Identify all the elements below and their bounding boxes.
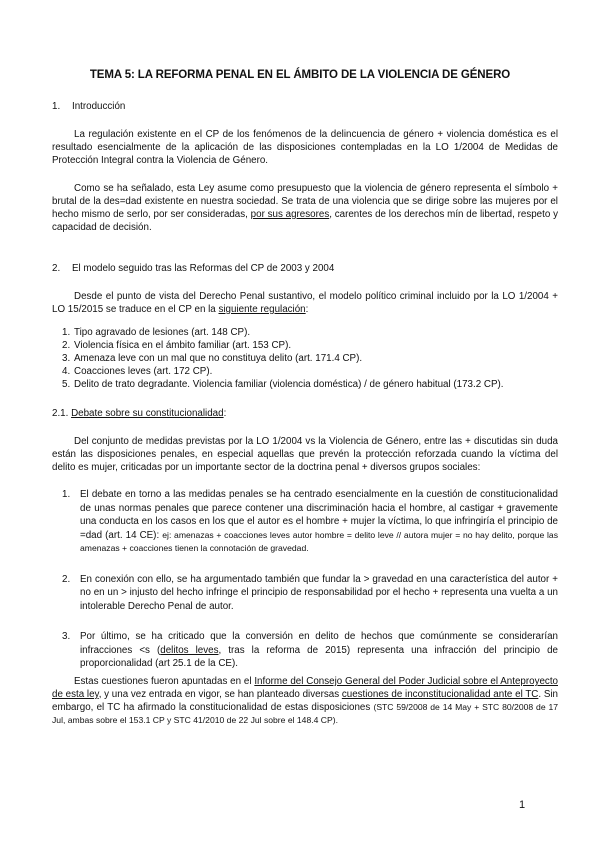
underlined-text: delitos leves: [160, 644, 219, 656]
page-title: TEMA 5: LA REFORMA PENAL EN EL ÁMBITO DE LA VIOLENCIA DE GÉNERO: [89, 69, 511, 81]
regulation-list: [52, 326, 558, 391]
list-item: 2. Violencia física en el ámbito familiar (art. 153 CP).: [62, 340, 292, 351]
page-number: 1: [519, 799, 526, 811]
underlined-text: siguiente regulación: [218, 304, 306, 315]
section-2-heading: [52, 263, 334, 274]
example-note: ej: amenazas + coacciones leves autor hombre = delito leve // autora mujer = no hay delito, porque las amenazas + coacciones tienen la connotación de gravedad.: [80, 529, 558, 553]
intro-paragraph-1: La regulación existente en el CP de los fenómenos de la delincuencia de género + violencia doméstica es el resultado esencialmente de la aplicación de las disposiciones contempladas en la LO 1/2004 de Medidas de Protección Integral contra la Violencia de Género.: [52, 129, 558, 166]
subsection-2-1-paragraph: Del conjunto de medidas previstas por la LO 1/2004 vs la Violencia de Género, entre las + discutidas sin duda están las disposiciones penales, en especial aquellas que prevén la protección reforzada cuando la víctima del delito es mujer, criticadas por un importante sector de la doctrina penal + diversos grupos sociales:: [52, 436, 558, 473]
list-item: 4. Coacciones leves (art. 172 CP).: [62, 366, 213, 377]
underlined-text: cuestiones de inconstitucionalidad ante el TC: [341, 689, 539, 700]
section-number: 2.: [52, 263, 61, 274]
underlined-text: Informe del Consejo General del Poder Judicial sobre el Anteproyecto de esta ley: [52, 676, 558, 700]
section-1-heading: [52, 101, 125, 112]
list-item: 3. Amenaza leve con un mal que no constituya delito (art. 171.4 CP).: [62, 353, 363, 364]
subsection-2-1-heading: 2.1. Debate sobre su constitucionalidad:: [52, 408, 227, 419]
list-item: 5. Delito de trato degradante. Violencia familiar (violencia doméstica) / de género habitual (173.2 CP).: [62, 379, 504, 390]
list-item: 1. Tipo agravado de lesiones (art. 148 CP).: [62, 327, 251, 338]
criticism-list: [52, 488, 558, 671]
section-number: 1.: [52, 101, 61, 112]
list-item: 1. El debate en torno a las medidas penales se ha centrado esencialmente en la cuestión de constitucionalidad de unas normas penales que parece contener una discriminación hacia el hombre, al castigar + gravemente una conducta en los casos en los que el autor es el hombre + mujer la víctima, lo que infringiría el principio de =dad (art. 14 CE): ej: amenazas + coacciones leves autor hombre = delito leve // autora mujer = no hay delito, porque las amenazas + coacciones tienen la connotación de gravedad.: [62, 489, 558, 553]
underlined-text: por sus agresores: [250, 209, 330, 220]
section-2-intro: Desde el punto de vista del Derecho Penal sustantivo, el modelo político criminal incluido por la LO 1/2004 + LO 15/2015 se traduce en el CP en la siguiente regulación:: [52, 291, 558, 315]
section-title: Introducción: [72, 101, 126, 112]
list-item: 3. Por último, se ha criticado que la conversión en delito de hechos que comúnmente se considerarían infracciones <s (delitos leves, tras la reforma de 2015) representa una infracción del principio de proporcionalidad (art 25.1 de la CE).: [62, 631, 558, 669]
intro-paragraph-2: Como se ha señalado, esta Ley asume como presupuesto que la violencia de género representa el símbolo + brutal de la des=dad existente en nuestra sociedad. Se trata de una violencia que se dirige sobre las mujeres por el hecho mismo de serlo, por ser consideradas, por sus agresores, carentes de los derechos mín de libertad, respeto y capacidad de decisión.: [52, 183, 558, 233]
section-number: 2.1.: [52, 408, 69, 419]
closing-paragraph: Estas cuestiones fueron apuntadas en el Informe del Consejo General del Poder Judicial sobre el Anteproyecto de esta ley, y una vez entrada en vigor, se han planteado diversas cuestiones de inconstitucionalidad ante el TC. Sin embargo, el TC ha afirmado la constitucionalidad de estas disposiciones (STC 59/2008 de 14 May + STC 80/2008 de 17 Jul, ambas sobre el 153.1 CP y STC 41/2010 de 22 Jul sobre el 148.4 CP).: [52, 676, 559, 725]
section-title: El modelo seguido tras las Reformas del CP de 2003 y 2004: [72, 263, 335, 274]
list-item: 2. En conexión con ello, se ha argumentado también que fundar la > gravedad en una característica del autor + no en un > injusto del hecho infringe el principio de responsabilidad por el hecho + representa una vuelta a un intolerable Derecho Penal de autor.: [62, 573, 558, 612]
section-title: Debate sobre su constitucionalidad: [71, 408, 224, 419]
case-law-citation: (STC 59/2008 de 14 May + STC 80/2008 de 17 Jul, ambas sobre el 153.1 CP y STC 41/2010 de 22 Jul sobre el 148.4 CP).: [52, 702, 559, 725]
